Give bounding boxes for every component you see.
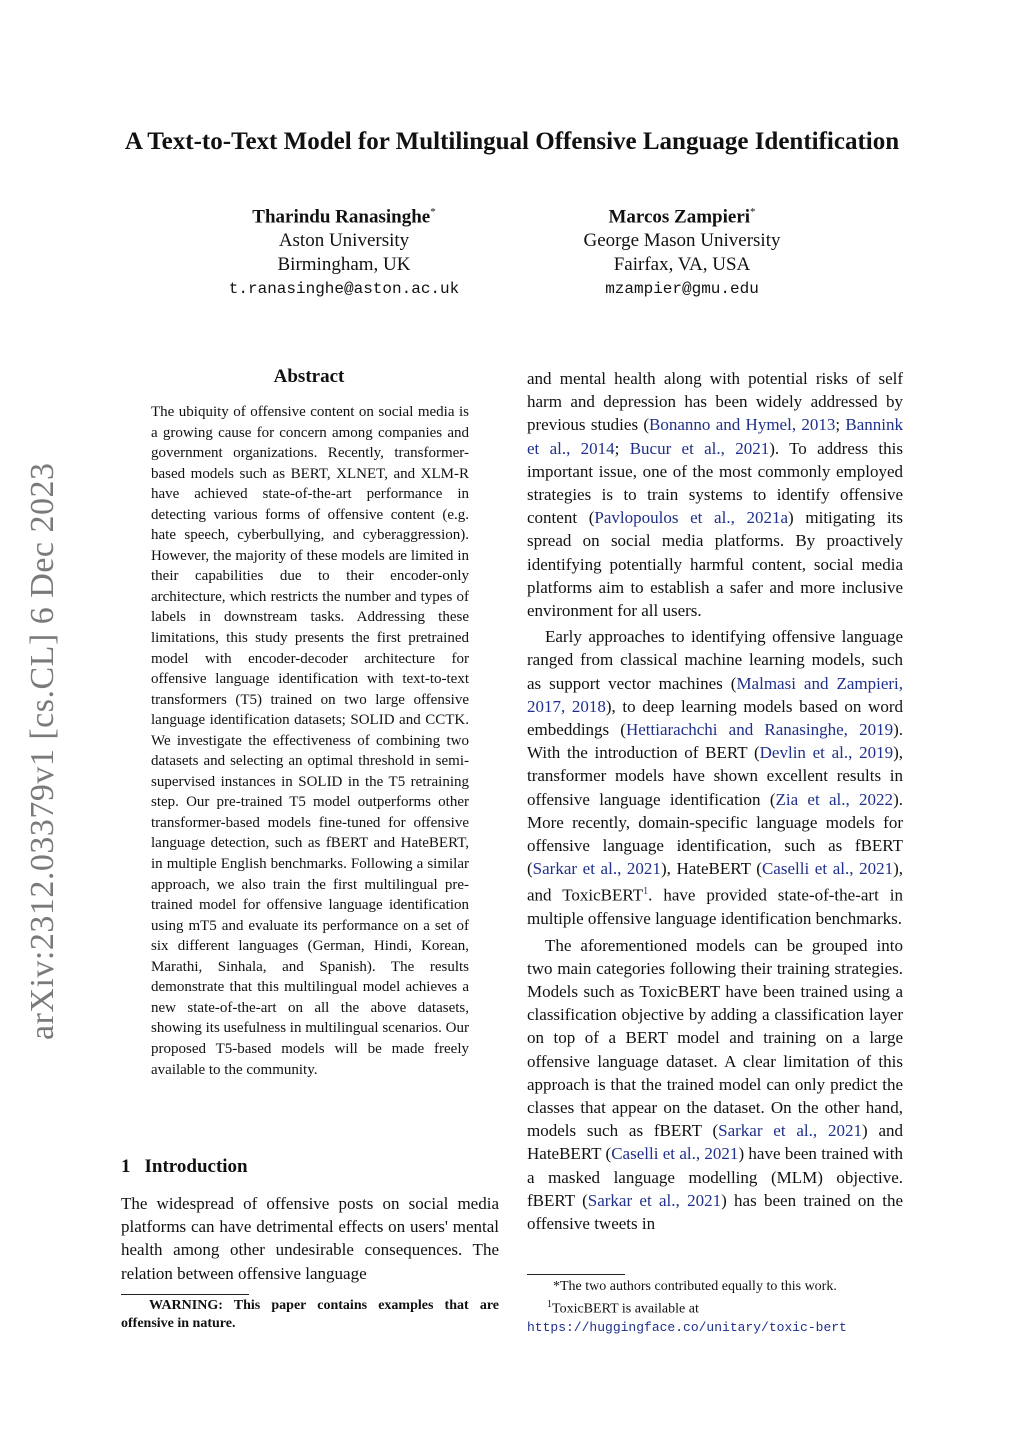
author-affiliation: George Mason University [583,230,781,252]
author-block-2 [502,200,862,301]
abstract-heading: Abstract [273,366,345,387]
author-email[interactable]: mzampier@gmu.edu [605,280,759,299]
citation-link[interactable]: Zia et al., 2022 [775,789,894,809]
abstract-text: The ubiquity of offensive content on social media is a growing cause for concern among companies and government organizations. Recently, transformer-based models such as BERT, XLNET, and XLM-R have achieved state-of-the-art performance in detecting various forms of offensive content (e.g. hate speech, cyberbullying, and cyberaggression). However, the majority of these models are limited in their capabilities due to their encoder-only architecture, which restricts the number and types of labels in downstream tasks. Addressing these limitations, this study presents the first pretrained model with encoder-decoder architecture for offensive language identification with text-to-text transformers (T5) trained on two large offensive language identification datasets; SOLID and CCTK. We investigate the effectiveness of combining two datasets and selecting an optimal threshold in semi-supervised instances in SOLID in the T5 retraining step. Our pre-trained T5 model outperforms other transformer-based models fine-tuned for offensive language detection, such as fBERT and HateBERT, in multiple English benchmarks. Following a similar approach, we also train the first multilingual pre-trained model for offensive language identification using mT5 and evaluate its performance on a set of six different languages (German, Hindi, Korean, Marathi, Sinhala, and Spanish). The results demonstrate that this multilingual model achieves a new state-of-the-art on all the above datasets, showing its usefulness in multilingual scenarios. Our proposed T5-based models will be made freely available to the community. [151,404,469,1078]
author-affiliation: Aston University [278,230,410,252]
author-email[interactable]: t.ranasinghe@aston.ac.uk [228,280,460,299]
intro-paragraph-1: and mental health along with potential risks of self harm and depression has been widely addressed by previous studies (Bonanno and Hymel, 2013; Bannink et al., 2014; Bucur et al., 2021). To address this important issue, one of the most commonly employed strategies is to train systems to identify offensive content (Pavlopoulos et al., 2021a) mitigating its spread on social media platforms. By proactively identifying potentially harmful content, social media platforms aim to establish a safer and more inclusive environment for all users. [527,369,904,621]
intro-paragraph: The widespread of offensive posts on social media platforms can have detrimental effects on users' mental health among other undesirable consequences. The relation between offensive language [121,1194,499,1283]
footnote-marker[interactable]: 1 [643,886,649,898]
footnote-rule-right [527,1274,625,1275]
citation-link[interactable]: Caselli et al., 2021 [761,859,894,879]
author-name: Tharindu Ranasinghe* [252,206,436,228]
citation-link[interactable]: Pavlopoulos et al., 2021a [594,508,789,528]
intro-paragraph-3: The aforementioned models can be grouped into two main categories following their training strategies. Models such as ToxicBERT have been trained using a classification objective by adding a classification layer on top of a BERT model and training on a large offensive language dataset. A clear limitation of this approach is that the trained model can only predict the classes that appear on the dataset. On the other hand, models such as fBERT (Sarkar et al., 2021) and HateBERT (Caselli et al., 2021) have been trained with a masked language modelling (MLM) objective. fBERT (Sarkar et al., 2021) has been trained on the offensive tweets in [527,935,903,1233]
citation-link[interactable]: Sarkar et al., 2021 [718,1121,862,1141]
footnote-toxicbert: $^1$ToxicBERT is available at https://huggingface.co/unitary/toxic-bert [527,1299,847,1335]
citation-link[interactable]: Sarkar et al., 2021 [587,1190,722,1210]
citation-link[interactable]: Hettiarachchi and Ranasinghe, 2019 [625,720,894,740]
intro-paragraph-2: Early approaches to identifying offensive language ranged from classical machine learning models, such as support vector machines (Malmasi and Zampieri, 2017, 2018), to deep learning models based on word embeddings (Hettiarachchi and Ranasinghe, 2019). With the introduction of BERT (Devlin et al., 2019), transformer models have shown excellent results in offensive language identification (Zia et al., 2022). More recently, domain-specific language models for offensive language identification, such as fBERT (Sarkar et al., 2021), HateBERT (Caselli et al., 2021), and ToxicBERT$^1$. have provided state-of-the-art in multiple offensive language identification benchmarks. [527,627,903,929]
citation-link[interactable]: Caselli et al., 2021 [611,1144,739,1164]
toxicbert-url-link[interactable]: https://huggingface.co/unitary/toxic-bert [527,1319,847,1335]
author-name: Marcos Zampieri* [608,206,756,228]
warning-note: WARNING: This paper contains examples that are offensive in nature. [121,1298,499,1331]
footnote-equal-contribution: *The two authors contributed equally to this work. [553,1279,837,1294]
footnote-rule-left [121,1294,249,1295]
section-heading-introduction: 1 Introduction [121,1156,248,1177]
arxiv-stamp: arXiv:2312.03379v1 [cs.CL] 6 Dec 2023 [24,462,61,1040]
citation-link[interactable]: Malmasi and Zampieri, 2017, 2018 [527,673,903,716]
citation-link[interactable]: Sarkar et al., 2021 [532,859,661,879]
citation-link[interactable]: Devlin et al., 2019 [759,743,894,763]
paper-title: A Text-to-Text Model for Multilingual Offensive Language Identification [124,128,900,155]
author-location: Birmingham, UK [277,254,411,276]
intro-left-column [121,1192,499,1285]
citation-link[interactable]: Bucur et al., 2021 [629,438,770,458]
citation-link[interactable]: Bannink et al., 2014 [527,415,904,458]
citation-link[interactable]: Bonanno and Hymel, 2013 [649,415,836,435]
author-location: Fairfax, VA, USA [613,254,751,276]
author-block-1 [164,200,524,301]
intro-right-column [527,367,903,1235]
